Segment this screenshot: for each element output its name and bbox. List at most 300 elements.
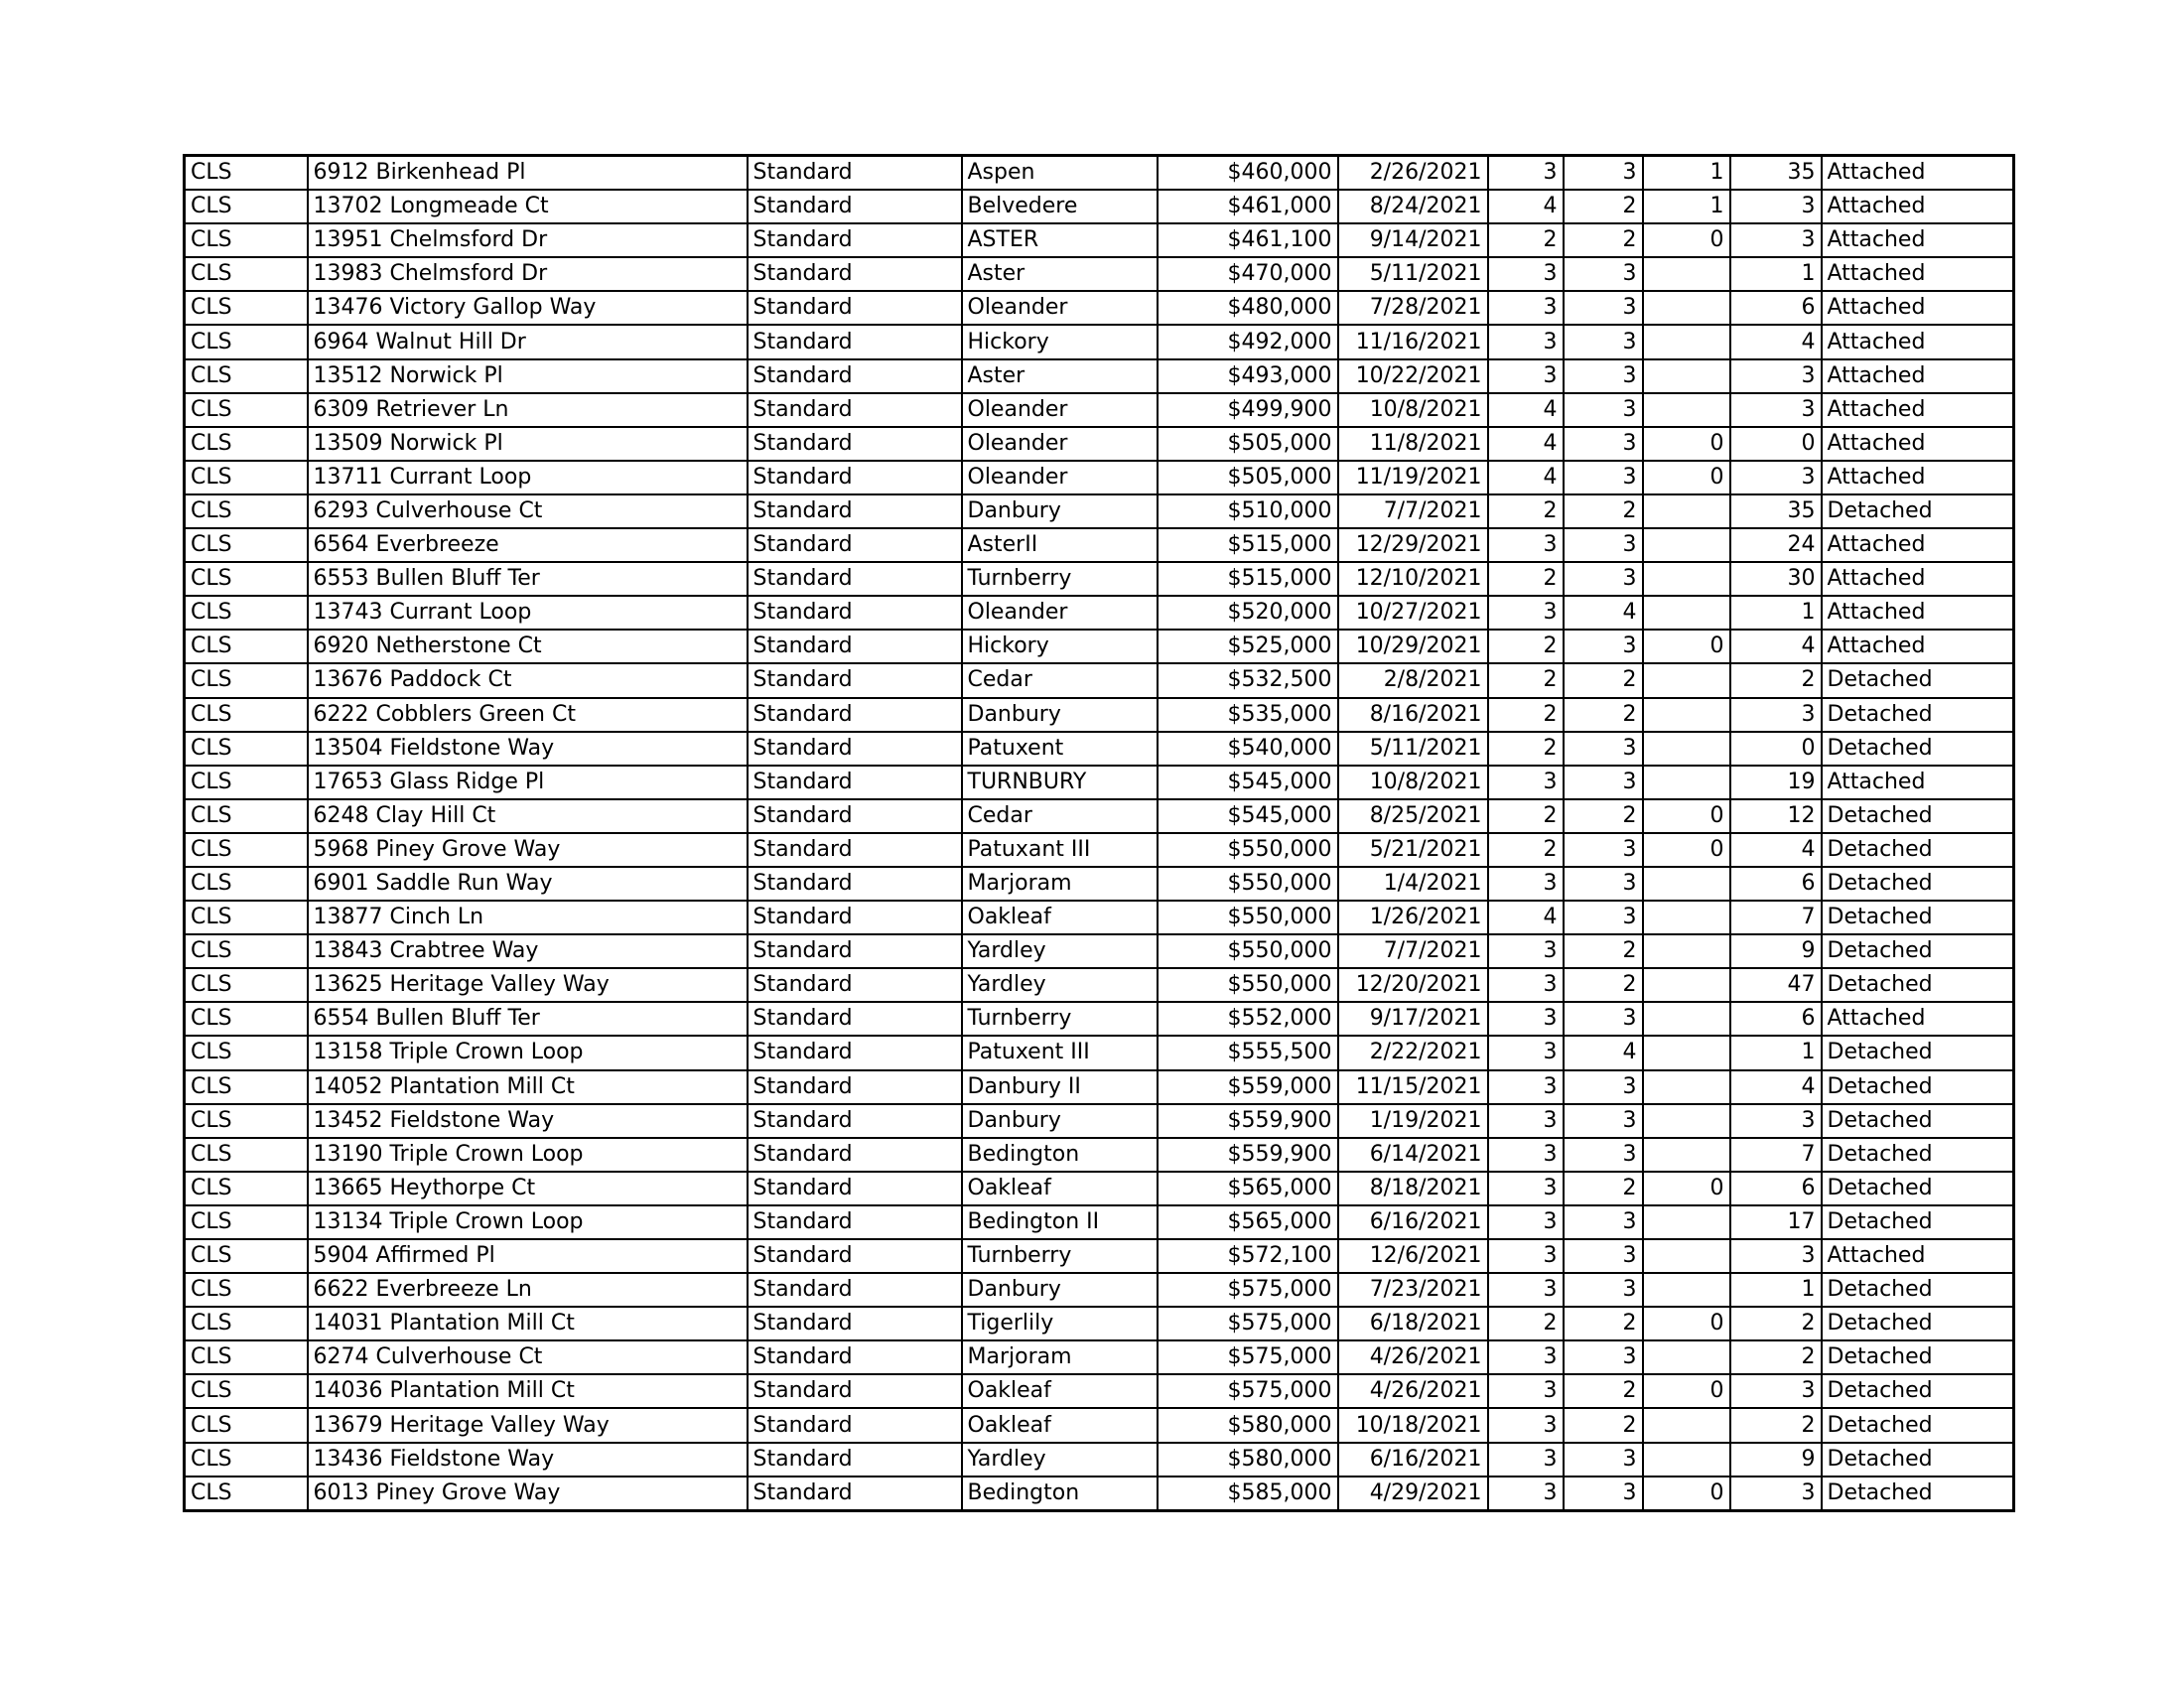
table-row [185, 1138, 2014, 1172]
address-cell: 14036 Plantation Mill Ct [308, 1374, 748, 1408]
half-baths-cell [1643, 1340, 1730, 1374]
table-row [185, 257, 2014, 291]
price-cell: $505,000 [1158, 461, 1338, 494]
address-cell: 5904 Affirmed Pl [308, 1239, 748, 1273]
model-cell: Danbury [962, 1104, 1158, 1138]
date-cell: 2/22/2021 [1338, 1036, 1488, 1069]
date-cell: 12/20/2021 [1338, 968, 1488, 1002]
address-cell: 13877 Cinch Ln [308, 901, 748, 934]
sale-type-cell: Standard [748, 934, 962, 968]
sale-type-cell: Standard [748, 325, 962, 358]
price-cell: $550,000 [1158, 934, 1338, 968]
price-cell: $461,000 [1158, 190, 1338, 223]
bedrooms-cell: 3 [1488, 867, 1564, 901]
style-cell: Attached [1822, 630, 2014, 663]
model-cell: Oakleaf [962, 1408, 1158, 1442]
bathrooms-cell: 3 [1564, 630, 1643, 663]
bathrooms-cell: 3 [1564, 1443, 1643, 1477]
days-cell: 47 [1730, 968, 1822, 1002]
half-baths-cell: 0 [1643, 1307, 1730, 1340]
address-cell: 13951 Chelmsford Dr [308, 223, 748, 257]
bedrooms-cell: 3 [1488, 934, 1564, 968]
model-cell: Belvedere [962, 190, 1158, 223]
half-baths-cell [1643, 1408, 1730, 1442]
bathrooms-cell: 3 [1564, 1002, 1643, 1036]
sale-type-cell: Standard [748, 698, 962, 732]
days-cell: 3 [1730, 359, 1822, 393]
address-cell: 13711 Currant Loop [308, 461, 748, 494]
bathrooms-cell: 4 [1564, 1036, 1643, 1069]
price-cell: $493,000 [1158, 359, 1338, 393]
price-cell: $540,000 [1158, 732, 1338, 766]
style-cell: Attached [1822, 291, 2014, 325]
days-cell: 2 [1730, 663, 1822, 697]
price-cell: $535,000 [1158, 698, 1338, 732]
table-row [185, 461, 2014, 494]
bathrooms-cell: 3 [1564, 1477, 1643, 1511]
table-row [185, 494, 2014, 528]
model-cell: Danbury [962, 698, 1158, 732]
price-cell: $575,000 [1158, 1374, 1338, 1408]
bedrooms-cell: 4 [1488, 901, 1564, 934]
model-cell: Danbury [962, 494, 1158, 528]
sale-type-cell: Standard [748, 1239, 962, 1273]
half-baths-cell: 0 [1643, 630, 1730, 663]
days-cell: 1 [1730, 1036, 1822, 1069]
address-cell: 13476 Victory Gallop Way [308, 291, 748, 325]
date-cell: 4/29/2021 [1338, 1477, 1488, 1511]
table-row [185, 630, 2014, 663]
region-cell: CLS [185, 1307, 308, 1340]
model-cell: Danbury II [962, 1070, 1158, 1104]
date-cell: 12/6/2021 [1338, 1239, 1488, 1273]
price-cell: $525,000 [1158, 630, 1338, 663]
address-cell: 13190 Triple Crown Loop [308, 1138, 748, 1172]
region-cell: CLS [185, 562, 308, 596]
days-cell: 3 [1730, 461, 1822, 494]
days-cell: 1 [1730, 1273, 1822, 1307]
region-cell: CLS [185, 325, 308, 358]
bedrooms-cell: 2 [1488, 223, 1564, 257]
sale-type-cell: Standard [748, 257, 962, 291]
style-cell: Detached [1822, 1104, 2014, 1138]
days-cell: 3 [1730, 1239, 1822, 1273]
date-cell: 7/23/2021 [1338, 1273, 1488, 1307]
style-cell: Attached [1822, 156, 2014, 191]
half-baths-cell: 0 [1643, 799, 1730, 833]
price-cell: $575,000 [1158, 1273, 1338, 1307]
table-row [185, 766, 2014, 799]
table-row [185, 1307, 2014, 1340]
address-cell: 6309 Retriever Ln [308, 393, 748, 427]
date-cell: 12/10/2021 [1338, 562, 1488, 596]
days-cell: 1 [1730, 257, 1822, 291]
days-cell: 2 [1730, 1408, 1822, 1442]
style-cell: Attached [1822, 257, 2014, 291]
price-cell: $550,000 [1158, 833, 1338, 867]
table-row [185, 190, 2014, 223]
region-cell: CLS [185, 528, 308, 562]
style-cell: Detached [1822, 494, 2014, 528]
bedrooms-cell: 2 [1488, 732, 1564, 766]
style-cell: Detached [1822, 1340, 2014, 1374]
sale-type-cell: Standard [748, 1070, 962, 1104]
bathrooms-cell: 3 [1564, 461, 1643, 494]
address-cell: 6554 Bullen Bluff Ter [308, 1002, 748, 1036]
model-cell: Turnberry [962, 1002, 1158, 1036]
price-cell: $575,000 [1158, 1307, 1338, 1340]
bathrooms-cell: 2 [1564, 934, 1643, 968]
table-row [185, 156, 2014, 191]
region-cell: CLS [185, 799, 308, 833]
model-cell: Cedar [962, 663, 1158, 697]
address-cell: 13676 Paddock Ct [308, 663, 748, 697]
date-cell: 8/24/2021 [1338, 190, 1488, 223]
sale-type-cell: Standard [748, 427, 962, 461]
bathrooms-cell: 3 [1564, 562, 1643, 596]
bedrooms-cell: 2 [1488, 1307, 1564, 1340]
date-cell: 2/8/2021 [1338, 663, 1488, 697]
table-row [185, 1002, 2014, 1036]
date-cell: 11/8/2021 [1338, 427, 1488, 461]
price-cell: $559,000 [1158, 1070, 1338, 1104]
style-cell: Attached [1822, 1239, 2014, 1273]
half-baths-cell [1643, 494, 1730, 528]
half-baths-cell [1643, 901, 1730, 934]
bedrooms-cell: 3 [1488, 1070, 1564, 1104]
style-cell: Detached [1822, 1374, 2014, 1408]
region-cell: CLS [185, 393, 308, 427]
region-cell: CLS [185, 1408, 308, 1442]
style-cell: Detached [1822, 1273, 2014, 1307]
days-cell: 6 [1730, 1172, 1822, 1205]
bedrooms-cell: 3 [1488, 291, 1564, 325]
date-cell: 1/19/2021 [1338, 1104, 1488, 1138]
date-cell: 5/21/2021 [1338, 833, 1488, 867]
region-cell: CLS [185, 190, 308, 223]
style-cell: Attached [1822, 359, 2014, 393]
table-row [185, 968, 2014, 1002]
region-cell: CLS [185, 732, 308, 766]
table-row [185, 596, 2014, 630]
date-cell: 8/25/2021 [1338, 799, 1488, 833]
model-cell: ASTER [962, 223, 1158, 257]
days-cell: 3 [1730, 190, 1822, 223]
table-row [185, 1477, 2014, 1511]
days-cell: 3 [1730, 698, 1822, 732]
style-cell: Attached [1822, 461, 2014, 494]
table-row [185, 562, 2014, 596]
model-cell: Oleander [962, 461, 1158, 494]
sale-type-cell: Standard [748, 833, 962, 867]
region-cell: CLS [185, 291, 308, 325]
model-cell: Bedington [962, 1477, 1158, 1511]
style-cell: Detached [1822, 1205, 2014, 1239]
table-row [185, 359, 2014, 393]
half-baths-cell [1643, 1239, 1730, 1273]
sale-type-cell: Standard [748, 156, 962, 191]
price-cell: $585,000 [1158, 1477, 1338, 1511]
region-cell: CLS [185, 1036, 308, 1069]
address-cell: 6901 Saddle Run Way [308, 867, 748, 901]
style-cell: Detached [1822, 1408, 2014, 1442]
model-cell: Oakleaf [962, 1374, 1158, 1408]
region-cell: CLS [185, 663, 308, 697]
style-cell: Attached [1822, 766, 2014, 799]
style-cell: Attached [1822, 427, 2014, 461]
region-cell: CLS [185, 968, 308, 1002]
style-cell: Attached [1822, 596, 2014, 630]
sale-type-cell: Standard [748, 1138, 962, 1172]
bedrooms-cell: 3 [1488, 257, 1564, 291]
half-baths-cell [1643, 663, 1730, 697]
address-cell: 13843 Crabtree Way [308, 934, 748, 968]
half-baths-cell [1643, 1104, 1730, 1138]
date-cell: 1/4/2021 [1338, 867, 1488, 901]
region-cell: CLS [185, 833, 308, 867]
region-cell: CLS [185, 1002, 308, 1036]
address-cell: 6013 Piney Grove Way [308, 1477, 748, 1511]
days-cell: 2 [1730, 1307, 1822, 1340]
half-baths-cell: 0 [1643, 1374, 1730, 1408]
address-cell: 6248 Clay Hill Ct [308, 799, 748, 833]
date-cell: 5/11/2021 [1338, 732, 1488, 766]
bathrooms-cell: 3 [1564, 393, 1643, 427]
bedrooms-cell: 4 [1488, 461, 1564, 494]
model-cell: Turnberry [962, 562, 1158, 596]
style-cell: Detached [1822, 901, 2014, 934]
style-cell: Attached [1822, 562, 2014, 596]
date-cell: 6/18/2021 [1338, 1307, 1488, 1340]
style-cell: Detached [1822, 1443, 2014, 1477]
region-cell: CLS [185, 1138, 308, 1172]
bathrooms-cell: 2 [1564, 968, 1643, 1002]
address-cell: 13436 Fieldstone Way [308, 1443, 748, 1477]
address-cell: 13983 Chelmsford Dr [308, 257, 748, 291]
address-cell: 14031 Plantation Mill Ct [308, 1307, 748, 1340]
style-cell: Attached [1822, 223, 2014, 257]
address-cell: 6222 Cobblers Green Ct [308, 698, 748, 732]
table-row [185, 867, 2014, 901]
date-cell: 7/7/2021 [1338, 934, 1488, 968]
bedrooms-cell: 3 [1488, 1172, 1564, 1205]
bedrooms-cell: 3 [1488, 968, 1564, 1002]
table-row [185, 325, 2014, 358]
days-cell: 12 [1730, 799, 1822, 833]
region-cell: CLS [185, 630, 308, 663]
half-baths-cell: 1 [1643, 190, 1730, 223]
style-cell: Detached [1822, 934, 2014, 968]
bathrooms-cell: 2 [1564, 1408, 1643, 1442]
region-cell: CLS [185, 1477, 308, 1511]
bedrooms-cell: 3 [1488, 1104, 1564, 1138]
price-cell: $515,000 [1158, 528, 1338, 562]
days-cell: 3 [1730, 223, 1822, 257]
sale-type-cell: Standard [748, 1443, 962, 1477]
price-cell: $480,000 [1158, 291, 1338, 325]
price-cell: $572,100 [1158, 1239, 1338, 1273]
price-cell: $559,900 [1158, 1104, 1338, 1138]
bedrooms-cell: 3 [1488, 766, 1564, 799]
style-cell: Detached [1822, 1070, 2014, 1104]
sale-type-cell: Standard [748, 732, 962, 766]
address-cell: 17653 Glass Ridge Pl [308, 766, 748, 799]
address-cell: 14052 Plantation Mill Ct [308, 1070, 748, 1104]
region-cell: CLS [185, 1340, 308, 1374]
style-cell: Attached [1822, 1002, 2014, 1036]
model-cell: Aster [962, 359, 1158, 393]
model-cell: Oleander [962, 393, 1158, 427]
days-cell: 9 [1730, 1443, 1822, 1477]
style-cell: Detached [1822, 1036, 2014, 1069]
bathrooms-cell: 3 [1564, 291, 1643, 325]
region-cell: CLS [185, 901, 308, 934]
region-cell: CLS [185, 867, 308, 901]
region-cell: CLS [185, 257, 308, 291]
bathrooms-cell: 3 [1564, 325, 1643, 358]
bedrooms-cell: 3 [1488, 1205, 1564, 1239]
bathrooms-cell: 3 [1564, 359, 1643, 393]
date-cell: 9/17/2021 [1338, 1002, 1488, 1036]
address-cell: 6293 Culverhouse Ct [308, 494, 748, 528]
bedrooms-cell: 3 [1488, 1443, 1564, 1477]
bathrooms-cell: 3 [1564, 427, 1643, 461]
address-cell: 6553 Bullen Bluff Ter [308, 562, 748, 596]
days-cell: 6 [1730, 867, 1822, 901]
half-baths-cell [1643, 1273, 1730, 1307]
date-cell: 2/26/2021 [1338, 156, 1488, 191]
table-row [185, 1205, 2014, 1239]
date-cell: 5/11/2021 [1338, 257, 1488, 291]
model-cell: Turnberry [962, 1239, 1158, 1273]
bathrooms-cell: 3 [1564, 1273, 1643, 1307]
bedrooms-cell: 3 [1488, 1138, 1564, 1172]
date-cell: 10/8/2021 [1338, 393, 1488, 427]
bedrooms-cell: 3 [1488, 1374, 1564, 1408]
half-baths-cell: 0 [1643, 1477, 1730, 1511]
bedrooms-cell: 2 [1488, 663, 1564, 697]
model-cell: Oakleaf [962, 1172, 1158, 1205]
sale-type-cell: Standard [748, 968, 962, 1002]
address-cell: 13665 Heythorpe Ct [308, 1172, 748, 1205]
half-baths-cell [1643, 562, 1730, 596]
bathrooms-cell: 3 [1564, 156, 1643, 191]
style-cell: Detached [1822, 867, 2014, 901]
style-cell: Detached [1822, 1138, 2014, 1172]
sale-type-cell: Standard [748, 867, 962, 901]
date-cell: 9/14/2021 [1338, 223, 1488, 257]
date-cell: 7/28/2021 [1338, 291, 1488, 325]
model-cell: Oleander [962, 596, 1158, 630]
address-cell: 13702 Longmeade Ct [308, 190, 748, 223]
sale-type-cell: Standard [748, 1340, 962, 1374]
bedrooms-cell: 3 [1488, 1340, 1564, 1374]
address-cell: 13509 Norwick Pl [308, 427, 748, 461]
style-cell: Detached [1822, 698, 2014, 732]
half-baths-cell [1643, 934, 1730, 968]
bathrooms-cell: 3 [1564, 1239, 1643, 1273]
days-cell: 24 [1730, 528, 1822, 562]
days-cell: 4 [1730, 325, 1822, 358]
bedrooms-cell: 3 [1488, 1239, 1564, 1273]
table-row [185, 1104, 2014, 1138]
days-cell: 17 [1730, 1205, 1822, 1239]
half-baths-cell [1643, 393, 1730, 427]
sale-type-cell: Standard [748, 596, 962, 630]
style-cell: Detached [1822, 732, 2014, 766]
style-cell: Detached [1822, 799, 2014, 833]
date-cell: 10/29/2021 [1338, 630, 1488, 663]
bathrooms-cell: 2 [1564, 663, 1643, 697]
model-cell: Hickory [962, 630, 1158, 663]
sale-type-cell: Standard [748, 528, 962, 562]
half-baths-cell [1643, 1070, 1730, 1104]
half-baths-cell [1643, 1002, 1730, 1036]
region-cell: CLS [185, 1443, 308, 1477]
bedrooms-cell: 3 [1488, 156, 1564, 191]
bathrooms-cell: 3 [1564, 732, 1643, 766]
address-cell: 6920 Netherstone Ct [308, 630, 748, 663]
sale-type-cell: Standard [748, 562, 962, 596]
price-cell: $552,000 [1158, 1002, 1338, 1036]
address-cell: 5968 Piney Grove Way [308, 833, 748, 867]
sale-type-cell: Standard [748, 1408, 962, 1442]
price-cell: $565,000 [1158, 1205, 1338, 1239]
table-row [185, 1408, 2014, 1442]
table-row [185, 1374, 2014, 1408]
style-cell: Attached [1822, 190, 2014, 223]
sale-type-cell: Standard [748, 1205, 962, 1239]
table-row [185, 291, 2014, 325]
table-row [185, 1273, 2014, 1307]
region-cell: CLS [185, 596, 308, 630]
model-cell: Marjoram [962, 1340, 1158, 1374]
price-cell: $492,000 [1158, 325, 1338, 358]
bathrooms-cell: 3 [1564, 1205, 1643, 1239]
address-cell: 6622 Everbreeze Ln [308, 1273, 748, 1307]
sale-type-cell: Standard [748, 1036, 962, 1069]
sale-type-cell: Standard [748, 1477, 962, 1511]
table-row [185, 663, 2014, 697]
half-baths-cell [1643, 766, 1730, 799]
days-cell: 6 [1730, 291, 1822, 325]
half-baths-cell [1643, 867, 1730, 901]
table-row [185, 393, 2014, 427]
sale-type-cell: Standard [748, 393, 962, 427]
sale-type-cell: Standard [748, 663, 962, 697]
region-cell: CLS [185, 934, 308, 968]
bathrooms-cell: 3 [1564, 528, 1643, 562]
sale-type-cell: Standard [748, 799, 962, 833]
days-cell: 6 [1730, 1002, 1822, 1036]
date-cell: 6/16/2021 [1338, 1443, 1488, 1477]
model-cell: Aster [962, 257, 1158, 291]
half-baths-cell: 0 [1643, 1172, 1730, 1205]
bedrooms-cell: 3 [1488, 325, 1564, 358]
sale-type-cell: Standard [748, 1104, 962, 1138]
table-row [185, 833, 2014, 867]
date-cell: 10/18/2021 [1338, 1408, 1488, 1442]
region-cell: CLS [185, 427, 308, 461]
half-baths-cell [1643, 596, 1730, 630]
bedrooms-cell: 4 [1488, 190, 1564, 223]
half-baths-cell [1643, 1205, 1730, 1239]
model-cell: Tigerlily [962, 1307, 1158, 1340]
model-cell: Cedar [962, 799, 1158, 833]
days-cell: 0 [1730, 427, 1822, 461]
days-cell: 4 [1730, 833, 1822, 867]
bedrooms-cell: 3 [1488, 1477, 1564, 1511]
